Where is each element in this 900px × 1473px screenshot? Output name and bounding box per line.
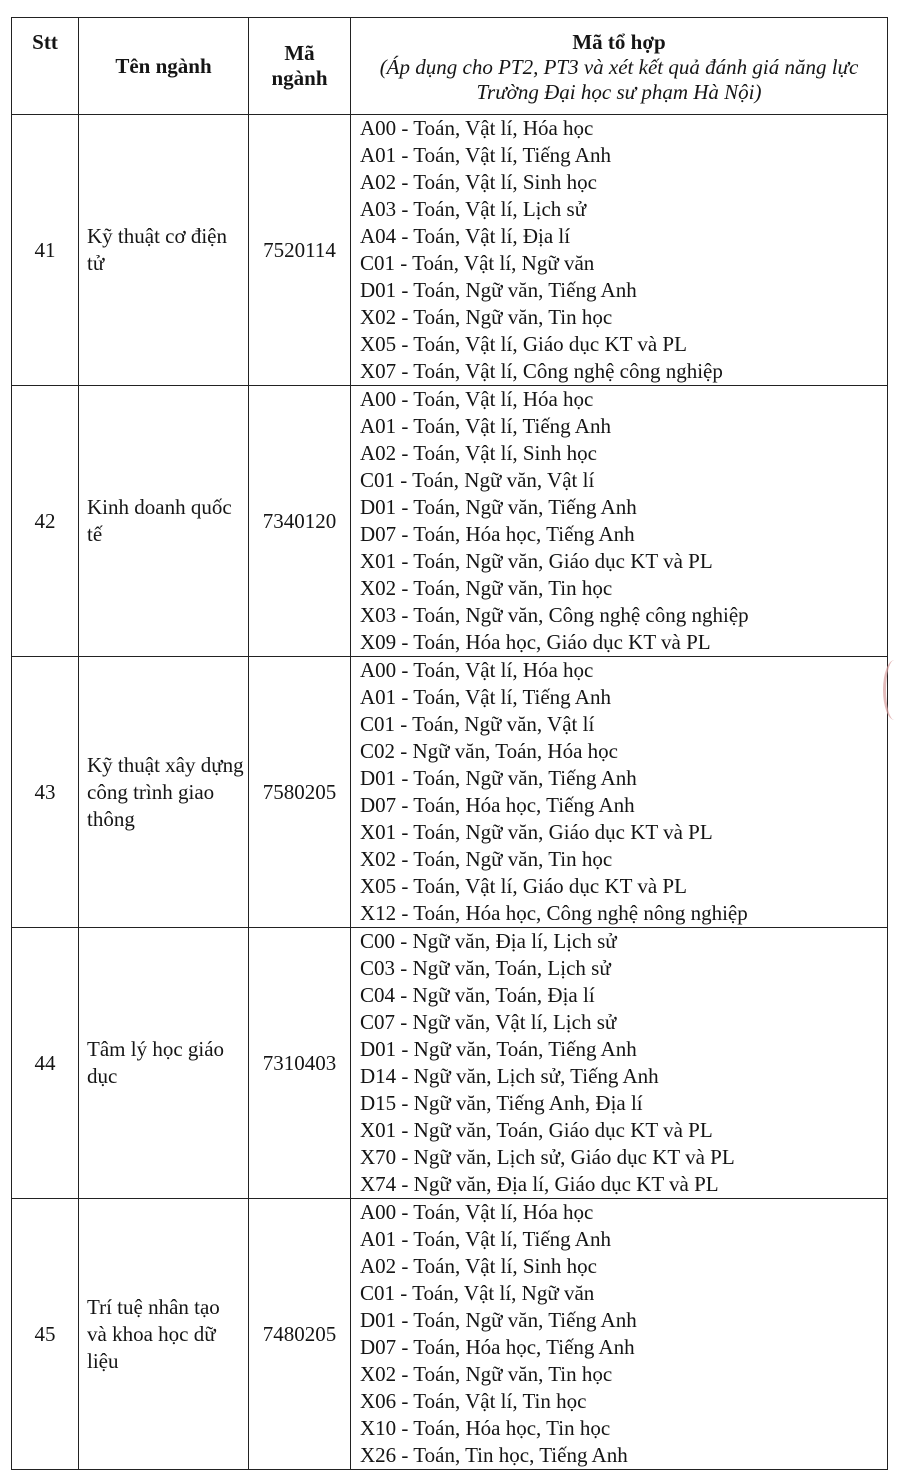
combo-item: X01 - Ngữ văn, Toán, Giáo dục KT và PL: [360, 1118, 713, 1142]
table-row: [12, 115, 888, 386]
combo-item: A01 - Toán, Vật lí, Tiếng Anh: [360, 1227, 611, 1251]
row-stt: 45: [12, 1199, 79, 1470]
combo-item: A02 - Toán, Vật lí, Sinh học: [360, 1254, 597, 1278]
combo-item: D01 - Toán, Ngữ văn, Tiếng Anh: [360, 1308, 637, 1332]
header-code-line2: ngành: [271, 66, 328, 90]
combo-item: A02 - Toán, Vật lí, Sinh học: [360, 441, 597, 465]
combo-item: D14 - Ngữ văn, Lịch sử, Tiếng Anh: [360, 1064, 659, 1088]
table-row: [12, 657, 888, 928]
combo-item: X74 - Ngữ văn, Địa lí, Giáo dục KT và PL: [360, 1172, 719, 1196]
row-stt: 41: [12, 115, 79, 386]
combo-item: C03 - Ngữ văn, Toán, Lịch sử: [360, 956, 611, 980]
combo-item: A00 - Toán, Vật lí, Hóa học: [360, 387, 594, 411]
row-major-code: 7580205: [249, 657, 351, 928]
combo-item: X05 - Toán, Vật lí, Giáo dục KT và PL: [360, 874, 687, 898]
combo-item: D01 - Toán, Ngữ văn, Tiếng Anh: [360, 495, 637, 519]
table-row: [12, 1199, 888, 1470]
combo-item: D01 - Toán, Ngữ văn, Tiếng Anh: [360, 278, 637, 302]
combo-item: X06 - Toán, Vật lí, Tin học: [360, 1389, 587, 1413]
combo-item: C02 - Ngữ văn, Toán, Hóa học: [360, 739, 618, 763]
header-combo-title: Mã tổ hợp: [572, 29, 666, 54]
header-code-line1: Mã: [284, 41, 315, 65]
combo-item: D01 - Toán, Ngữ văn, Tiếng Anh: [360, 766, 637, 790]
row-stt: 43: [12, 657, 79, 928]
combo-item: X10 - Toán, Hóa học, Tin học: [360, 1416, 611, 1440]
combo-item: X09 - Toán, Hóa học, Giáo dục KT và PL: [360, 630, 711, 654]
combo-item: X02 - Toán, Ngữ văn, Tin học: [360, 305, 613, 329]
admission-table: [11, 17, 888, 1470]
row-major-name: Trí tuệ nhân tạo và khoa học dữ liệu: [79, 1199, 249, 1470]
header-combo: [351, 18, 888, 115]
row-combo-list: [351, 1199, 888, 1470]
combo-item: A02 - Toán, Vật lí, Sinh học: [360, 170, 597, 194]
combo-item: D07 - Toán, Hóa học, Tiếng Anh: [360, 522, 635, 546]
header-combo-note: (Áp dụng cho PT2, PT3 và xét kết quả đánh giá năng lực Trường Đại học sư phạm Hà Nội): [379, 54, 859, 104]
header-stt: Stt: [12, 18, 79, 115]
combo-item: D07 - Toán, Hóa học, Tiếng Anh: [360, 1335, 635, 1359]
row-combo-list: [351, 928, 888, 1199]
table-body: [12, 115, 888, 1470]
row-combo-list: [351, 115, 888, 386]
row-major-code: 7480205: [249, 1199, 351, 1470]
row-combo-list: [351, 657, 888, 928]
combo-item: D15 - Ngữ văn, Tiếng Anh, Địa lí: [360, 1091, 643, 1115]
combo-item: X03 - Toán, Ngữ văn, Công nghệ công nghiệp: [360, 603, 749, 627]
table-header-row: [12, 18, 888, 115]
row-major-code: 7340120: [249, 386, 351, 657]
row-stt: 44: [12, 928, 79, 1199]
combo-item: C00 - Ngữ văn, Địa lí, Lịch sử: [360, 929, 617, 953]
combo-item: A03 - Toán, Vật lí, Lịch sử: [360, 197, 587, 221]
combo-item: D07 - Toán, Hóa học, Tiếng Anh: [360, 793, 635, 817]
row-major-name: Kỹ thuật cơ điện tử: [79, 115, 249, 386]
header-name: Tên ngành: [79, 18, 249, 115]
combo-item: A00 - Toán, Vật lí, Hóa học: [360, 116, 594, 140]
table-row: [12, 386, 888, 657]
combo-item: C01 - Toán, Ngữ văn, Vật lí: [360, 712, 595, 736]
row-major-code: 7520114: [249, 115, 351, 386]
row-combo-list: [351, 386, 888, 657]
combo-item: C07 - Ngữ văn, Vật lí, Lịch sử: [360, 1010, 617, 1034]
row-major-name: Kinh doanh quốc tế: [79, 386, 249, 657]
combo-item: D01 - Ngữ văn, Toán, Tiếng Anh: [360, 1037, 637, 1061]
row-stt: 42: [12, 386, 79, 657]
combo-item: C04 - Ngữ văn, Toán, Địa lí: [360, 983, 595, 1007]
combo-item: X07 - Toán, Vật lí, Công nghệ công nghiệp: [360, 359, 723, 383]
combo-item: A00 - Toán, Vật lí, Hóa học: [360, 658, 594, 682]
combo-item: X01 - Toán, Ngữ văn, Giáo dục KT và PL: [360, 549, 713, 573]
combo-item: X02 - Toán, Ngữ văn, Tin học: [360, 576, 613, 600]
combo-item: X01 - Toán, Ngữ văn, Giáo dục KT và PL: [360, 820, 713, 844]
row-major-name: Kỹ thuật xây dựng công trình giao thông: [79, 657, 249, 928]
combo-item: X12 - Toán, Hóa học, Công nghệ nông nghiệp: [360, 901, 748, 925]
combo-item: A04 - Toán, Vật lí, Địa lí: [360, 224, 571, 248]
combo-item: C01 - Toán, Vật lí, Ngữ văn: [360, 1281, 595, 1305]
header-code: [249, 18, 351, 115]
combo-item: X70 - Ngữ văn, Lịch sử, Giáo dục KT và PL: [360, 1145, 735, 1169]
table-row: [12, 928, 888, 1199]
combo-item: X05 - Toán, Vật lí, Giáo dục KT và PL: [360, 332, 687, 356]
combo-item: C01 - Toán, Vật lí, Ngữ văn: [360, 251, 595, 275]
row-major-name: Tâm lý học giáo dục: [79, 928, 249, 1199]
stamp-mark: [883, 660, 900, 720]
combo-item: A01 - Toán, Vật lí, Tiếng Anh: [360, 685, 611, 709]
combo-item: X02 - Toán, Ngữ văn, Tin học: [360, 847, 613, 871]
combo-item: X02 - Toán, Ngữ văn, Tin học: [360, 1362, 613, 1386]
combo-item: A00 - Toán, Vật lí, Hóa học: [360, 1200, 594, 1224]
combo-item: A01 - Toán, Vật lí, Tiếng Anh: [360, 414, 611, 438]
combo-item: A01 - Toán, Vật lí, Tiếng Anh: [360, 143, 611, 167]
row-major-code: 7310403: [249, 928, 351, 1199]
combo-item: X26 - Toán, Tin học, Tiếng Anh: [360, 1443, 628, 1467]
combo-item: C01 - Toán, Ngữ văn, Vật lí: [360, 468, 595, 492]
